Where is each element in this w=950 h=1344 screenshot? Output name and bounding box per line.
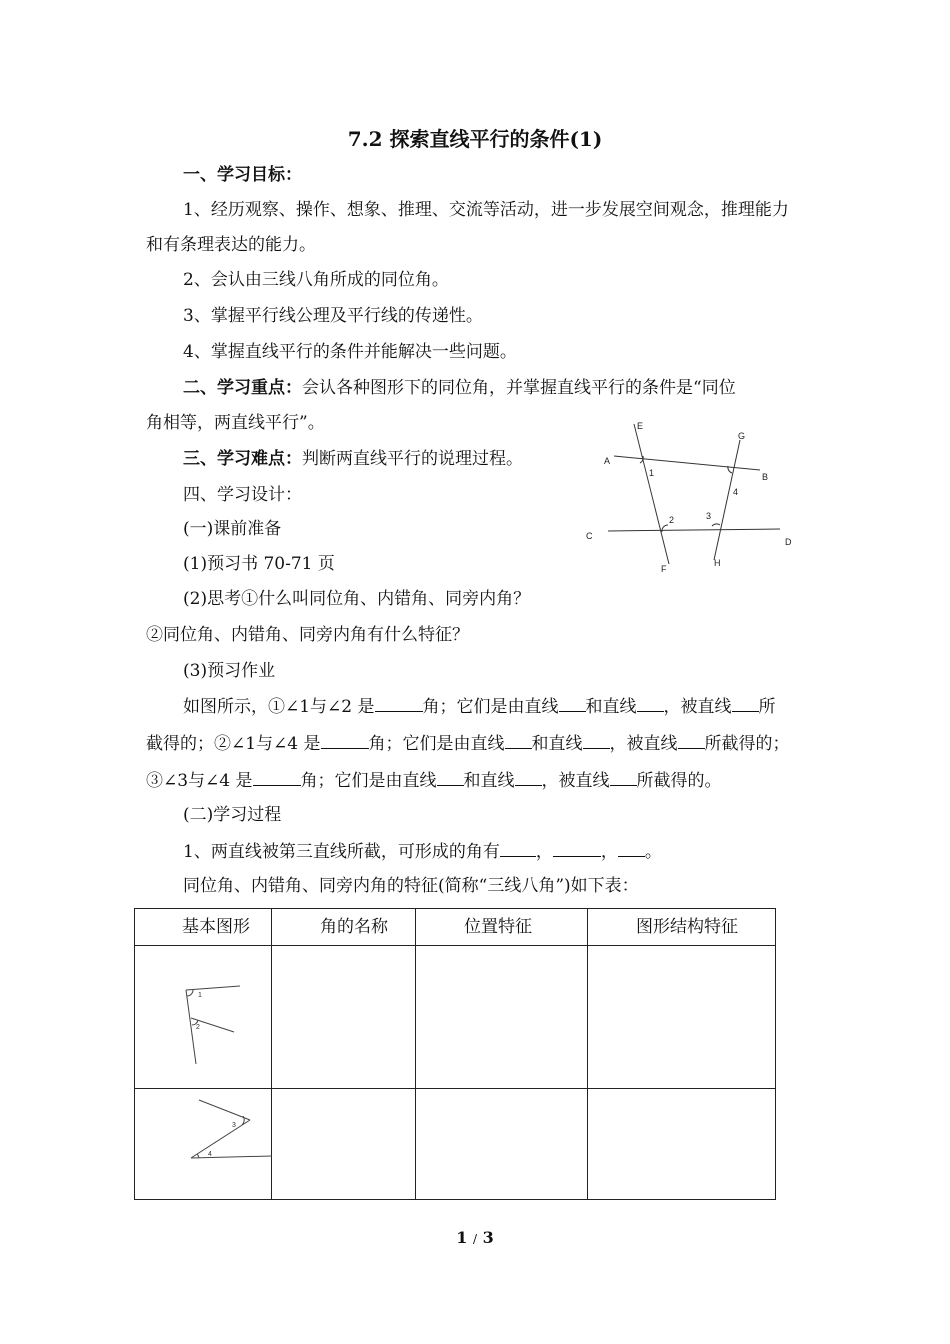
label-1: 1 <box>649 468 655 478</box>
difficulty <box>183 447 523 471</box>
line-ab <box>614 456 760 470</box>
label-a: A <box>604 456 611 466</box>
answer-blank[interactable] <box>500 838 536 857</box>
answer-blank[interactable] <box>678 730 705 749</box>
homework-heading: (3)预习作业 <box>183 661 276 681</box>
key-points-cont: 角相等，两直线平行”。 <box>146 413 325 433</box>
label-e: E <box>637 421 644 431</box>
key-points <box>183 376 736 400</box>
goal-item: 4、掌握直线平行的条件并能解决一些问题。 <box>183 342 517 362</box>
line-cd <box>608 529 780 531</box>
difficulty-label: 三、学习难点： <box>183 449 302 469</box>
parallel-lines-figure <box>580 418 810 580</box>
svg-text:2: 2 <box>196 1024 200 1031</box>
process-heading: (二)学习过程 <box>183 805 282 825</box>
answer-blank[interactable] <box>610 767 637 786</box>
exercise-line-2: 截得的；②∠1与∠4 是 角；它们是由直线 和直线 ，被直线 所截得的； <box>146 730 790 756</box>
svg-text:3: 3 <box>232 1122 236 1129</box>
table-header-shape: 基本图形 <box>182 917 250 937</box>
exercise-line-3: ③∠3与∠4 是 角；它们是由直线 和直线 ，被直线 所截得的。 <box>146 767 722 793</box>
difficulty-text: 判断两直线平行的说理过程。 <box>302 449 523 469</box>
goal-item: 1、经历观察、操作、想象、推理、交流等活动，进一步发展空间观念，推理能力 <box>183 200 789 220</box>
label-h: H <box>714 558 721 568</box>
svg-text:4: 4 <box>208 1151 212 1158</box>
answer-blank[interactable] <box>553 838 601 857</box>
answer-blank[interactable] <box>321 730 369 749</box>
corresponding-angles-figure <box>174 978 274 1073</box>
answer-blank[interactable] <box>375 693 423 712</box>
answer-blank[interactable] <box>505 730 532 749</box>
goal-item: 2、会认由三线八角所成的同位角。 <box>183 270 449 290</box>
key-points-text: 会认各种图形下的同位角，并掌握直线平行的条件是“同位 <box>302 378 736 398</box>
answer-blank[interactable] <box>583 730 610 749</box>
answer-blank[interactable] <box>732 693 759 712</box>
page-title: 7.2 探索直线平行的条件(1) <box>347 127 603 151</box>
label-f: F <box>661 564 667 574</box>
page-number: 1 / 3 <box>456 1228 494 1247</box>
svg-text:1: 1 <box>198 992 202 999</box>
label-d: D <box>785 537 792 547</box>
key-points-label: 二、学习重点： <box>183 378 302 398</box>
think-question-2: ②同位角、内错角、同旁内角有什么特征？ <box>146 625 469 645</box>
answer-blank[interactable] <box>618 838 645 857</box>
table-header-angle-name: 角的名称 <box>320 917 388 937</box>
answer-blank[interactable] <box>515 767 542 786</box>
process-question-1: 1、两直线被第三直线所截，可形成的角有 ， ， 。 <box>183 838 662 864</box>
label-2: 2 <box>669 515 675 525</box>
section-heading-design: 四、学习设计： <box>183 485 302 505</box>
label-c: C <box>586 531 593 541</box>
table-intro: 同位角、内错角、同旁内角的特征(简称“三线八角”)如下表： <box>183 876 639 896</box>
angle-feature-table <box>134 908 776 1200</box>
label-b: B <box>762 472 769 482</box>
table-header-position: 位置特征 <box>464 917 532 937</box>
answer-blank[interactable] <box>637 693 664 712</box>
goal-item: 和有条理表达的能力。 <box>146 235 316 255</box>
think-question-1: (2)思考①什么叫同位角、内错角、同旁内角？ <box>183 589 531 609</box>
alternate-angles-figure <box>174 1094 274 1184</box>
label-4: 4 <box>733 487 739 497</box>
section-heading-goals: 一、学习目标： <box>183 165 302 185</box>
line-ef <box>634 424 669 564</box>
preview-text: (1)预习书 70-71 页 <box>183 554 335 574</box>
label-g: G <box>738 431 746 441</box>
line-gh <box>714 440 740 560</box>
goal-item: 3、掌握平行线公理及平行线的传递性。 <box>183 306 483 326</box>
label-3: 3 <box>706 511 712 521</box>
table-header-structure: 图形结构特征 <box>636 917 738 937</box>
answer-blank[interactable] <box>437 767 464 786</box>
answer-blank[interactable] <box>253 767 301 786</box>
prep-heading: (一)课前准备 <box>183 519 282 539</box>
answer-blank[interactable] <box>559 693 586 712</box>
exercise-line-1: 如图所示，①∠1与∠2 是 角；它们是由直线 和直线 ，被直线 所 <box>183 693 776 719</box>
